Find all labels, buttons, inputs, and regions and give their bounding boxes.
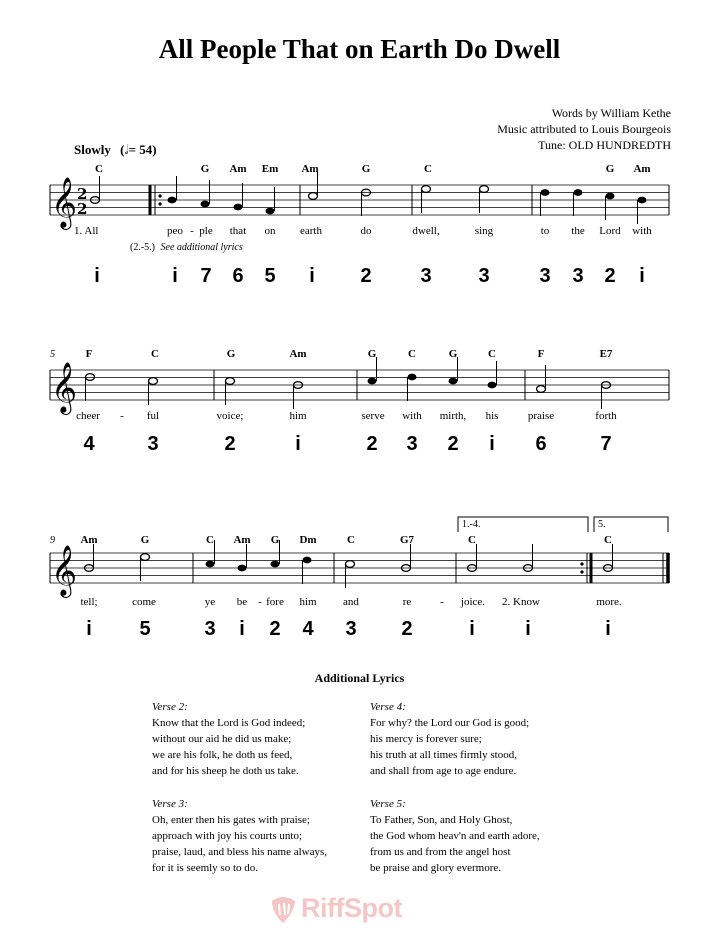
brand-name: RiffSpot — [301, 893, 402, 923]
chord-symbol: C — [206, 534, 214, 546]
ending-label: 5. — [598, 519, 606, 530]
scale-degree: i — [172, 265, 178, 287]
chord-symbol: F — [537, 348, 545, 360]
lyric-syllable: do — [360, 225, 372, 237]
verse-label: Verse 2: — [152, 701, 188, 713]
scale-degree: 3 — [478, 265, 490, 287]
verse-block — [370, 796, 540, 876]
verse-line: without our aid he did us make; — [152, 733, 292, 745]
lyric-syllable: the — [571, 225, 585, 237]
lyric-syllable: come — [132, 596, 156, 608]
verse-line: To Father, Son, and Holy Ghost, — [370, 814, 513, 826]
chord-symbol: C — [347, 534, 355, 546]
scale-degree: i — [86, 618, 92, 640]
verse-range: (2.-5.) — [130, 242, 155, 253]
scale-degree: 3 — [204, 618, 216, 640]
scale-degree: 3 — [406, 433, 418, 455]
svg-text:𝄞: 𝄞 — [51, 177, 78, 228]
verse-line: his truth at all times firmly stood, — [370, 749, 517, 761]
measure-number: 9 — [50, 535, 55, 546]
chord-symbol: C — [95, 163, 103, 175]
scale-degree: 3 — [345, 618, 357, 640]
scale-degree: 2 — [366, 433, 378, 455]
svg-text:𝄞: 𝄞 — [51, 545, 78, 596]
scale-degree: i — [239, 618, 245, 640]
scale-degree: 2 — [401, 618, 413, 640]
lyric-syllable: him — [299, 596, 317, 608]
lyric-syllable: him — [289, 410, 307, 422]
scale-degree: 3 — [572, 265, 584, 287]
chord-symbol: Am — [289, 348, 307, 360]
verse-line: for it is seemly so to do. — [152, 862, 259, 874]
lyric-syllable: fore — [266, 596, 284, 608]
scale-degree: 7 — [600, 433, 612, 455]
chord-symbol: G — [367, 348, 377, 360]
lyric-syllable: - — [120, 410, 124, 422]
chord-symbol: F — [85, 348, 93, 360]
verse-line: the God whom heav'n and earth adore, — [370, 830, 540, 842]
scale-degree: 6 — [232, 265, 244, 287]
lyric-syllable: Lord — [599, 225, 621, 237]
lyric-syllable: ye — [204, 596, 216, 608]
lyric-syllable: with — [402, 410, 422, 422]
chord-symbol: Am — [80, 534, 98, 546]
scale-degree: 3 — [539, 265, 551, 287]
verse-line: Know that the Lord is God indeed; — [152, 717, 306, 729]
scale-degree: 2 — [447, 433, 459, 455]
verse-line: For why? the Lord our God is good; — [370, 717, 530, 729]
verse-line: and for his sheep he doth us take. — [152, 765, 299, 777]
scale-degree: i — [605, 618, 611, 640]
ending-label: 1.-4. — [462, 519, 481, 530]
additional-lyrics-note — [130, 242, 243, 253]
credit-tune: Tune: OLD HUNDREDTH — [538, 138, 671, 152]
lyric-syllable: - — [258, 596, 262, 608]
lyric-syllable: joice. — [460, 596, 486, 608]
lyric-syllable: ful — [146, 410, 160, 422]
scale-degree: 3 — [147, 433, 159, 455]
lyric-syllable: dwell, — [412, 225, 440, 237]
chord-symbol: G — [361, 163, 371, 175]
lyric-syllable: his — [485, 410, 499, 422]
lyric-syllable: tell; — [80, 596, 98, 608]
scale-degree: i — [295, 433, 301, 455]
chord-symbol: E7 — [599, 348, 613, 360]
credit-music: Music attributed to Louis Bourgeois — [497, 122, 671, 136]
verse-line: Oh, enter then his gates with praise; — [152, 814, 310, 826]
verse-line: praise, laud, and bless his name always, — [152, 846, 328, 858]
lyric-syllable: forth — [595, 410, 617, 422]
lyric-syllable: cheer — [76, 410, 100, 422]
chord-symbol: Am — [229, 163, 247, 175]
verse-block — [370, 699, 529, 779]
chord-symbol: G — [605, 163, 615, 175]
time-signature — [77, 185, 87, 218]
chord-symbol: C — [151, 348, 159, 360]
scale-degree: 2 — [604, 265, 616, 287]
scale-degree: 4 — [302, 618, 314, 640]
verse-block — [152, 796, 327, 876]
chord-symbol: C — [468, 534, 476, 546]
chord-symbol: G — [140, 534, 150, 546]
verse-line: his mercy is forever sure; — [370, 733, 482, 745]
scale-degree: 3 — [420, 265, 432, 287]
svg-text:2: 2 — [77, 200, 88, 218]
lyric-syllable: to — [540, 225, 550, 237]
verse-line: and shall from age to age endure. — [370, 765, 517, 777]
chord-symbol: C — [604, 534, 612, 546]
tempo-bpm: = 54) — [128, 142, 157, 157]
lyric-syllable: 2. Know — [502, 596, 540, 608]
chord-symbol: G — [270, 534, 280, 546]
lyric-syllable: 1. All — [74, 225, 99, 237]
lyric-syllable: voice; — [216, 410, 244, 422]
chord-symbol: Am — [301, 163, 319, 175]
scale-degree: i — [639, 265, 645, 287]
scale-degree: 2 — [269, 618, 281, 640]
measure-number: 5 — [50, 349, 55, 360]
chord-symbol: Am — [633, 163, 651, 175]
lyric-syllable: - — [190, 225, 194, 237]
chord-symbol: Dm — [299, 534, 317, 546]
lyric-syllable: praise — [527, 410, 555, 422]
guitar-pick-icon — [268, 895, 298, 925]
verse-block — [152, 699, 305, 779]
chord-symbol: Am — [233, 534, 251, 546]
verse-label: Verse 5: — [370, 798, 406, 810]
scale-degree: 6 — [535, 433, 547, 455]
lyric-syllable: peo — [167, 225, 183, 237]
verse-line: from us and from the angel host — [370, 846, 511, 858]
scale-degree: 4 — [83, 433, 95, 455]
scale-degree: 7 — [200, 265, 212, 287]
lyric-syllable: ple — [199, 225, 213, 237]
verse-line: approach with joy his courts unto; — [152, 830, 303, 842]
half-note-icon: 𝅗𝅥 — [124, 143, 129, 158]
lyric-syllable: sing — [474, 225, 494, 237]
chord-symbol: C — [488, 348, 496, 360]
chord-symbol: C — [408, 348, 416, 360]
lyric-syllable: earth — [300, 225, 322, 237]
lyric-syllable: mirth, — [439, 410, 467, 422]
scale-degree: 5 — [139, 618, 151, 640]
lyric-syllable: that — [229, 225, 247, 237]
page-title: All People That on Earth Do Dwell — [158, 34, 561, 64]
scale-degree: i — [469, 618, 475, 640]
volta-brackets — [458, 517, 668, 532]
svg-text:𝄞: 𝄞 — [51, 362, 78, 413]
scale-degree: 2 — [360, 265, 372, 287]
lyric-syllable: and — [343, 596, 359, 608]
lyric-syllable: serve — [361, 410, 385, 422]
additional-lyrics-title: Additional Lyrics — [314, 671, 405, 685]
verse-line: we are his folk, he doth us feed, — [152, 749, 293, 761]
scale-degree: i — [525, 618, 531, 640]
scale-degree: i — [309, 265, 315, 287]
svg-text:2: 2 — [77, 185, 88, 203]
chord-symbol: G — [448, 348, 458, 360]
scale-degree: i — [94, 265, 100, 287]
riffspot-logo — [268, 893, 402, 925]
scale-degree: 2 — [224, 433, 236, 455]
chord-symbol: G7 — [399, 534, 415, 546]
tempo-label: Slowly — [74, 142, 111, 157]
verse-label: Verse 3: — [152, 798, 188, 810]
lyric-syllable: with — [632, 225, 652, 237]
see-additional-lyrics: See additional lyrics — [160, 242, 243, 253]
chord-symbol: C — [424, 163, 432, 175]
lyric-syllable: be — [236, 596, 248, 608]
scale-degree: 5 — [264, 265, 276, 287]
lyric-syllable: more. — [596, 596, 622, 608]
scale-degree: i — [489, 433, 495, 455]
lyric-syllable: on — [264, 225, 276, 237]
tempo-open-paren: ( — [120, 142, 125, 157]
lyric-syllable: re — [402, 596, 412, 608]
verse-line: be praise and glory evermore. — [370, 862, 502, 874]
lyric-syllable: - — [440, 596, 444, 608]
chord-symbol: G — [200, 163, 210, 175]
credit-words: Words by William Kethe — [551, 106, 671, 120]
chord-symbol: Em — [261, 163, 279, 175]
chord-symbol: G — [226, 348, 236, 360]
verse-label: Verse 4: — [370, 701, 406, 713]
